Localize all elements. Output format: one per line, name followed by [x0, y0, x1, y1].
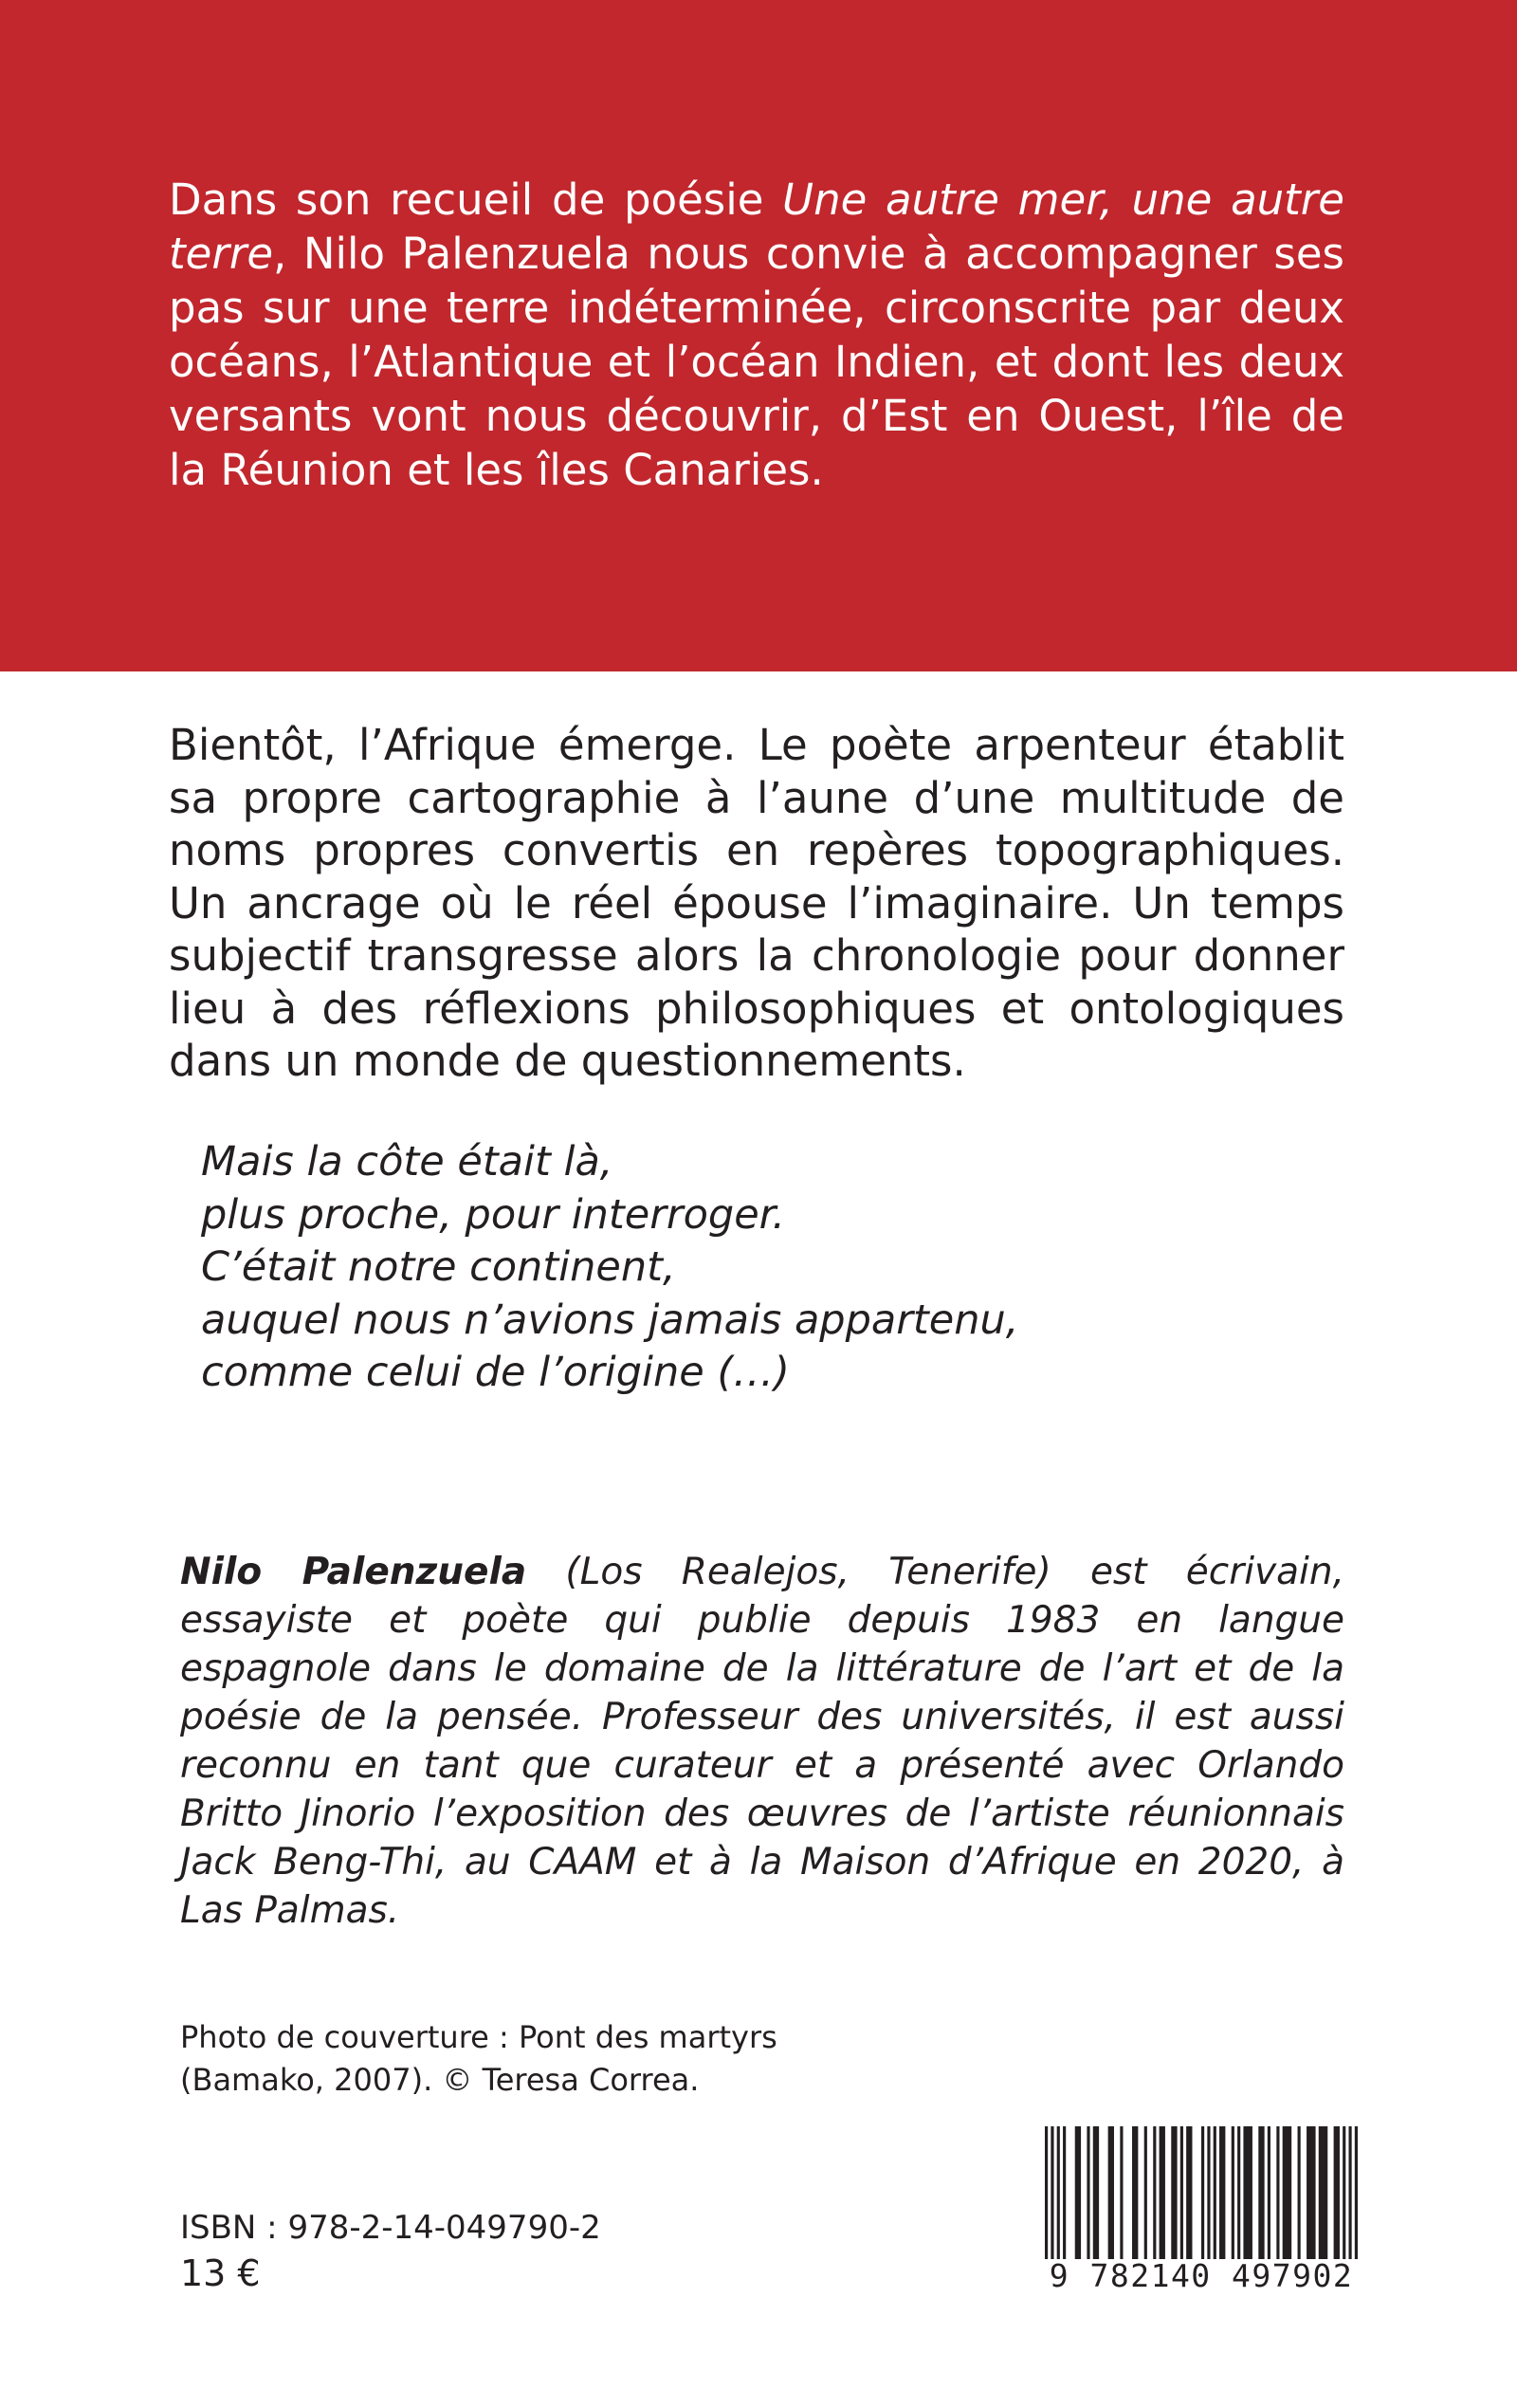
book-title: Une autre mer, une autre terre — [169, 175, 1344, 279]
barcode-bar — [1201, 2126, 1204, 2259]
barcode-bar — [1087, 2126, 1089, 2259]
photo-credit-line: Photo de couverture : Pont des martyrs — [180, 2019, 777, 2055]
barcode-bar — [1063, 2126, 1066, 2259]
barcode-bar — [1237, 2126, 1240, 2259]
barcode-bar — [1319, 2126, 1328, 2259]
author-name: Nilo Palenzuela — [180, 1551, 527, 1593]
barcode-bar — [1298, 2126, 1301, 2259]
poem-line: C’était notre continent, — [201, 1243, 676, 1291]
barcode-bar — [1153, 2126, 1156, 2259]
barcode-bar — [1276, 2126, 1279, 2259]
author-bio-text: (Los Realejos, Tenerife) est écrivain, essayiste et poète qui publie depuis 1983 en langue espagnole dans le domaine de la littérature de l’art et de la poésie de la pensée. Professeur des universités, il est aussi reconnu en tant que curateur et a présenté avec Orlando Britto Jinorio l’exposition des œuvres de l’artiste réunionnais Jack Beng-Thi, au CAAM et à la Maison d’Afrique en 2020, à Las Palmas. — [180, 1551, 1345, 1932]
barcode-bar — [1075, 2126, 1081, 2259]
barcode-bar — [1132, 2126, 1138, 2259]
barcode-bar — [1171, 2126, 1177, 2259]
poem-excerpt — [201, 1136, 1018, 1400]
barcode-bar — [1045, 2126, 1048, 2259]
price: 13 € — [180, 2252, 261, 2294]
barcode-bar — [1108, 2126, 1114, 2259]
photo-credit — [180, 2016, 777, 2102]
poem-line: plus proche, pour interroger. — [201, 1190, 786, 1239]
poem-line: Mais la côte était là, — [201, 1138, 613, 1186]
barcode-bar — [1283, 2126, 1292, 2259]
barcode-bar — [1232, 2126, 1234, 2259]
barcode-digits: 9 782140 497902 — [1049, 2257, 1354, 2294]
barcode-bar — [1144, 2126, 1147, 2259]
barcode-bar — [1207, 2126, 1210, 2259]
barcode-bar — [1180, 2126, 1183, 2259]
intro-paragraph — [169, 173, 1344, 497]
barcode-bar — [1258, 2126, 1264, 2259]
barcode-bar — [1057, 2126, 1060, 2259]
barcode-bar — [1334, 2126, 1340, 2259]
summary-paragraph: Bientôt, l’Afrique émerge. Le poète arpenteur établit sa propre cartographie à l’aune d’une multitude de noms propres convertis en repères topographiques. Un ancrage où le réel épouse l’imaginaire. Un temps subjectif transgresse alors la chronologie pour donner lieu à des réflexions philosophiques et ontologiques dans un monde de questionnements. — [169, 720, 1344, 1086]
barcode-bar — [1160, 2126, 1165, 2259]
author-bio — [180, 1548, 1344, 1935]
barcode-bar — [1343, 2126, 1345, 2259]
photo-credit-line: (Bamako, 2007). © Teresa Correa. — [180, 2062, 700, 2098]
barcode-bar — [1268, 2126, 1270, 2259]
barcode-bar — [1214, 2126, 1216, 2259]
poem-line: auquel nous n’avions jamais appartenu, — [201, 1296, 1019, 1344]
barcode-bar — [1093, 2126, 1099, 2259]
intro-lead: Dans son recueil de poésie — [169, 175, 783, 225]
barcode-bar — [1355, 2126, 1358, 2259]
barcode-bar — [1243, 2126, 1252, 2259]
barcode-bars — [1039, 2126, 1363, 2259]
barcode-bar — [1120, 2126, 1123, 2259]
isbn: ISBN : 978-2-14-049790-2 — [180, 2209, 601, 2247]
poem-line: comme celui de l’origine (…) — [201, 1349, 790, 1396]
barcode-bar — [1348, 2126, 1351, 2259]
barcode-bar — [1051, 2126, 1053, 2259]
barcode-bar — [1219, 2126, 1225, 2259]
barcode-bar — [1307, 2126, 1316, 2259]
barcode-bar — [1186, 2126, 1192, 2259]
intro-rest: , Nilo Palenzuela nous convie à accompagner ses pas sur une terre indéterminée, circonscrite par deux océans, l’Atlantique et l’océan Indien, et dont les deux versants vont nous découvrir, d’Est en Ouest, l’île de la Réunion et les îles Canaries. — [169, 229, 1344, 495]
